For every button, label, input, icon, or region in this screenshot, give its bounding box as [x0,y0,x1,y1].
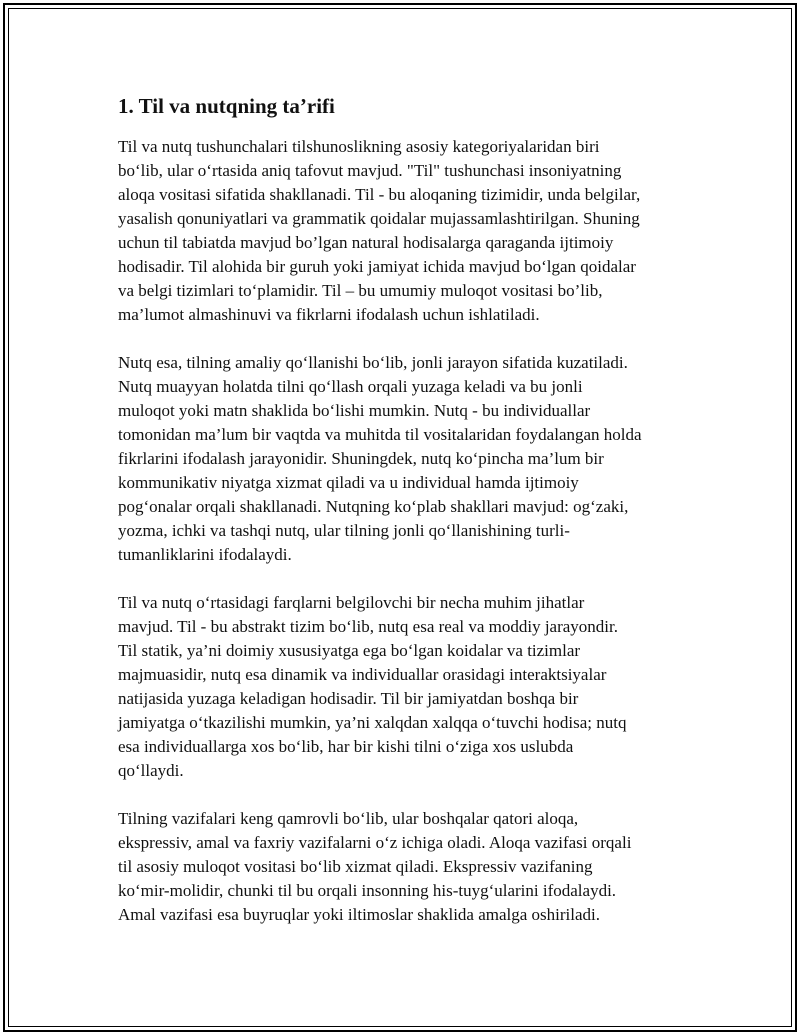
text-line: Nutq esa, tilning amaliy qo‘llanishi bo‘lib, jonli jarayon sifatida kuzatiladi. [118,353,628,372]
text-line: Til va nutq o‘rtasidagi farqlarni belgilovchi bir necha muhim jihatlar [118,593,585,612]
paragraph-3 [118,591,698,783]
text-line: yasalish qonuniyatlari va grammatik qoidalar mujassamlashtirilgan. Shuning [118,209,640,228]
text-line: esa individuallarga xos bo‘lib, har bir kishi tilni o‘ziga xos uslubda [118,737,574,756]
text-line: Tilning vazifalari keng qamrovli bo‘lib, ular boshqalar qatori aloqa, [118,809,579,828]
text-line: pog‘onalar orqali shakllanadi. Nutqning ko‘plab shakllari mavjud: og‘zaki, [118,497,629,516]
paragraph-1 [118,135,698,327]
text-line: va belgi tizimlari to‘plamidir. Til – bu umumiy muloqot vositasi bo’lib, [118,281,603,300]
text-line: tomonidan ma’lum bir vaqtda va muhitda til vositalaridan foydalangan holda [118,425,642,444]
text-line: fikrlarini ifodalash jarayonidir. Shuningdek, nutq ko‘pincha ma’lum bir [118,449,604,468]
text-line: qo‘llaydi. [118,761,184,780]
text-line: ekspressiv, amal va faxriy vazifalarni o‘z ichiga oladi. Aloqa vazifasi orqali [118,833,632,852]
paragraph-2 [118,351,698,567]
text-line: yozma, ichki va tashqi nutq, ular tilning jonli qo‘llanishining turli- [118,521,570,540]
text-line: jamiyatga o‘tkazilishi mumkin, ya’ni xalqdan xalqqa o‘tuvchi hodisa; nutq [118,713,627,732]
text-line: muloqot yoki matn shaklida bo‘lishi mumkin. Nutq - bu individuallar [118,401,591,420]
section-heading: 1. Til va nutqning ta’rifi [118,94,335,118]
text-line: ko‘mir-molidir, chunki til bu orqali insonning his-tuyg‘ularini ifodalaydi. [118,881,617,900]
text-line: aloqa vositasi sifatida shakllanadi. Til - bu aloqaning tizimidir, unda belgilar, [118,185,641,204]
text-line: Amal vazifasi esa buyruqlar yoki iltimoslar shaklida amalga oshiriladi. [118,905,601,924]
paragraph-4 [118,807,698,927]
document-body [118,92,698,951]
text-line: ma’lumot almashinuvi va fikrlarni ifodalash uchun ishlatiladi. [118,305,540,324]
text-line: Til statik, ya’ni doimiy xususiyatga ega bo‘lgan koidalar va tizimlar [118,641,581,660]
text-line: hodisadir. Til alohida bir guruh yoki jamiyat ichida mavjud bo‘lgan qoidalar [118,257,636,276]
text-line: tumanliklarini ifodalaydi. [118,545,292,564]
text-line: bo‘lib, ular o‘rtasida aniq tafovut mavjud. "Til" tushunchasi insoniyatning [118,161,622,180]
text-line: mavjud. Til - bu abstrakt tizim bo‘lib, nutq esa real va moddiy jarayondir. [118,617,619,636]
text-line: uchun til tabiatda mavjud bo’lgan natural hodisalarga qaraganda ijtimoiy [118,233,614,252]
text-line: kommunikativ niyatga xizmat qiladi va u individual hamda ijtimoiy [118,473,579,492]
text-line: til asosiy muloqot vositasi bo‘lib xizmat qiladi. Ekspressiv vazifaning [118,857,593,876]
text-line: majmuasidir, nutq esa dinamik va individuallar orasidagi interaktsiyalar [118,665,607,684]
text-line: natijasida yuzaga keladigan hodisadir. Til bir jamiyatdan boshqa bir [118,689,579,708]
text-line: Til va nutq tushunchalari tilshunoslikning asosiy kategoriyalaridan biri [118,137,600,156]
text-line: Nutq muayyan holatda tilni qo‘llash orqali yuzaga keladi va bu jonli [118,377,583,396]
